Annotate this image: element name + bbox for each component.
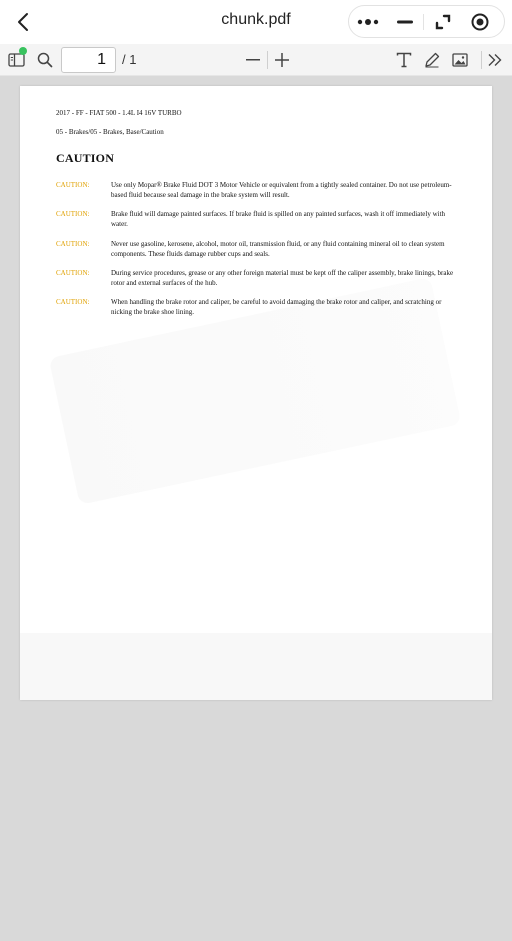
- more-button[interactable]: [349, 6, 386, 37]
- pdf-page[interactable]: [20, 86, 492, 700]
- top-bar: [0, 0, 512, 44]
- caution-text: During service procedures, grease or any other foreign material must be kept off the caliper assembly, brake linings, brake rotor and external surfaces of the hub.: [111, 269, 454, 287]
- chevron-left-icon: [16, 12, 30, 32]
- close-button[interactable]: [461, 6, 498, 37]
- page-number-input[interactable]: [61, 47, 116, 73]
- expand-toolbar-button[interactable]: [483, 48, 507, 72]
- search-icon: [37, 52, 53, 68]
- caution-label: CAUTION:: [56, 240, 90, 248]
- back-button[interactable]: [10, 9, 36, 35]
- caution-text: When handling the brake rotor and caliper, be careful to avoid damaging the brake rotor and caliper, and scratching or nicking the brake shoe lining.: [111, 298, 442, 316]
- document-title: chunk.pdf: [221, 11, 291, 28]
- pen-icon: [424, 52, 440, 68]
- caution-label: CAUTION:: [56, 269, 90, 277]
- caution-text: Never use gasoline, kerosene, alcohol, motor oil, transmission fluid, or any fluid containing mineral oil to clean system components. These fluids damage rubber cups and seals.: [111, 240, 445, 258]
- notification-dot: [19, 47, 27, 55]
- double-chevron-right-icon: [487, 53, 503, 67]
- minimize-icon: [397, 20, 413, 24]
- zoom-out-button[interactable]: [241, 48, 265, 72]
- target-close-icon: [471, 13, 489, 31]
- page-total: / 1: [122, 52, 137, 67]
- section-heading: CAUTION: [56, 151, 115, 165]
- window-controls: [348, 5, 505, 38]
- document-header-line: 2017 - FF - FIAT 500 - 1.4L I4 16V TURBO: [56, 109, 182, 117]
- caution-text: Use only Mopar® Brake Fluid DOT 3 Motor Vehicle or equivalent from a tightly sealed container. Do not use petroleum-based fluid because seal damage in the brake system will result.: [111, 181, 452, 199]
- restore-icon: [435, 14, 451, 30]
- caution-text: Brake fluid will damage painted surfaces. If brake fluid is spilled on any painted surfaces, wash it off immediately with water.: [111, 210, 446, 228]
- caution-label: CAUTION:: [56, 181, 90, 189]
- sidebar-outline-icon: [8, 53, 25, 67]
- pdf-toolbar: [0, 44, 512, 76]
- toolbar-divider: [267, 51, 268, 69]
- more-dots-icon: [357, 18, 379, 26]
- minus-icon: [246, 59, 260, 61]
- caution-label: CAUTION:: [56, 210, 90, 218]
- text-tool-icon: [396, 52, 412, 68]
- document-breadcrumb: 05 - Brakes/05 - Brakes, Base/Caution: [56, 128, 164, 136]
- plus-icon: [275, 53, 289, 67]
- search-button[interactable]: [33, 48, 57, 72]
- restore-button[interactable]: [424, 6, 461, 37]
- caution-label: CAUTION:: [56, 298, 90, 306]
- image-tool-button[interactable]: [448, 48, 472, 72]
- zoom-in-button[interactable]: [270, 48, 294, 72]
- toolbar-divider: [481, 51, 482, 69]
- page-footer-band: [20, 633, 492, 700]
- pen-tool-button[interactable]: [420, 48, 444, 72]
- image-icon: [452, 53, 468, 67]
- text-tool-button[interactable]: [392, 48, 416, 72]
- minimize-button[interactable]: [386, 6, 423, 37]
